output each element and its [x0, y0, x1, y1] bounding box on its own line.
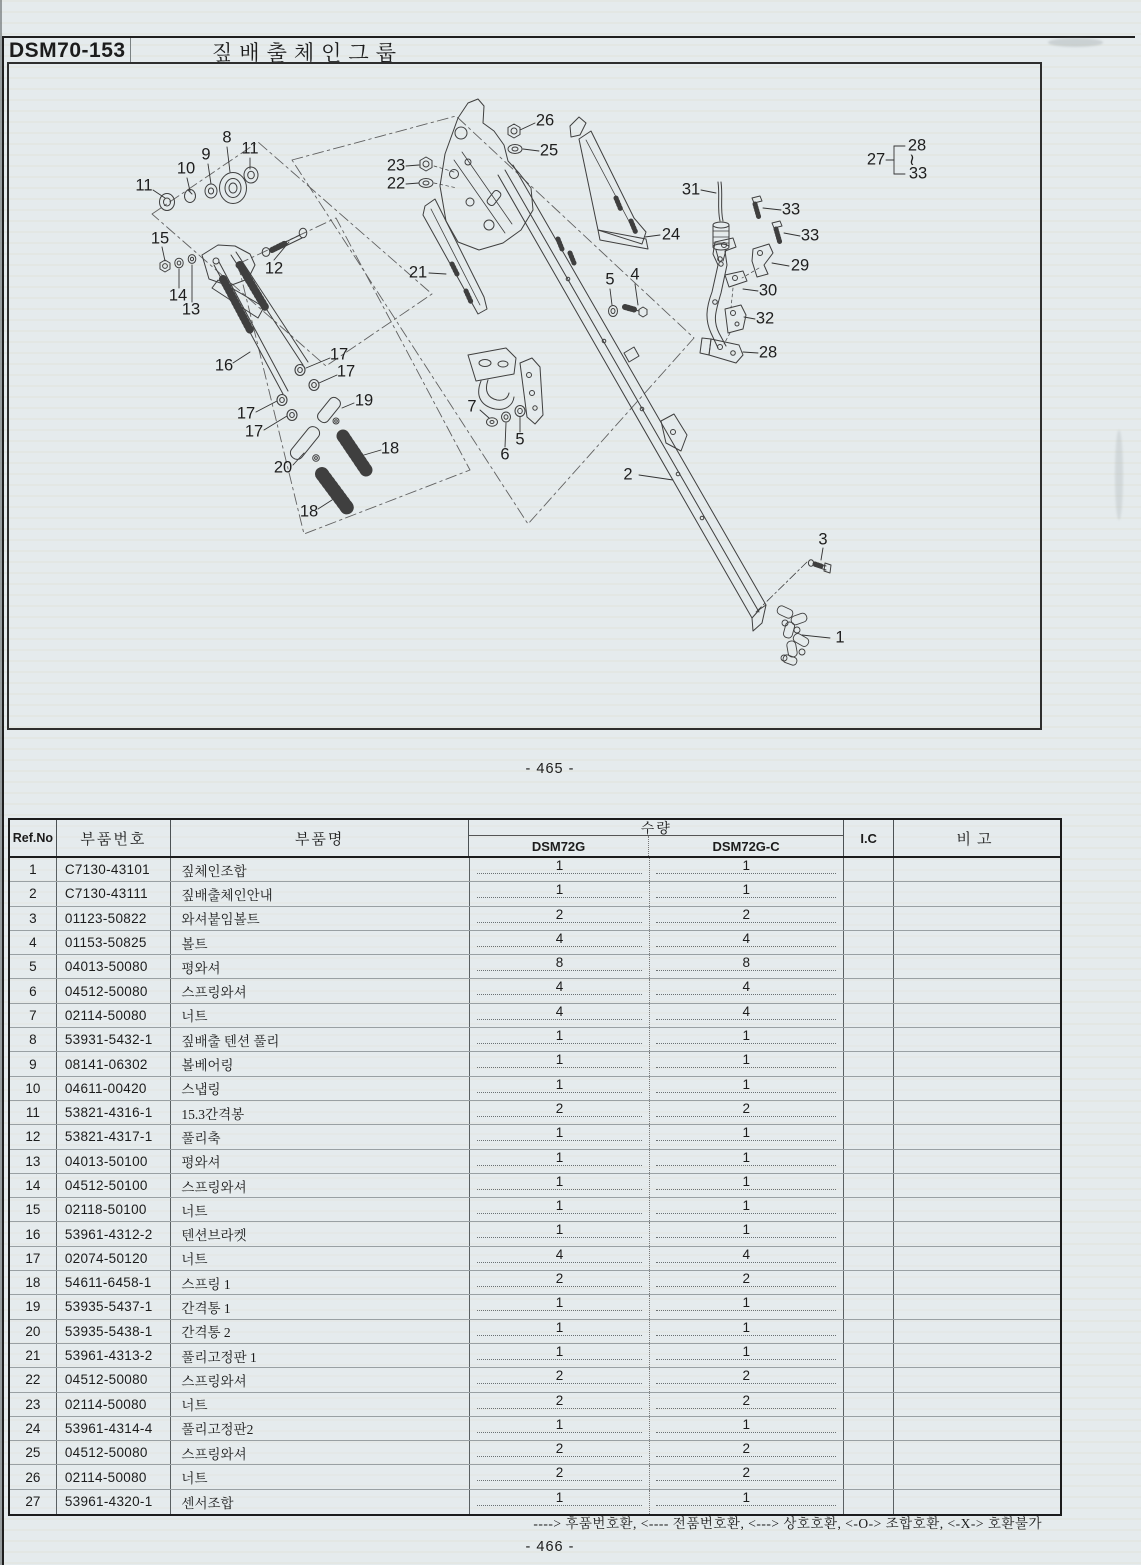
- cell-ref: 14: [10, 1174, 57, 1197]
- cell-qa: 1: [470, 1174, 649, 1197]
- cell-ref: 4: [10, 931, 57, 954]
- part-label-17: 17: [336, 362, 356, 381]
- cell-ref: 19: [10, 1295, 57, 1318]
- cell-qa: 1: [470, 1295, 649, 1318]
- cell-qa: 1: [470, 1198, 649, 1221]
- part-label-18: 18: [380, 439, 400, 458]
- cell-ref: 2: [10, 882, 57, 905]
- cell-ref: 15: [10, 1198, 57, 1221]
- cell-rem: [894, 1077, 1060, 1100]
- cell-ref: 13: [10, 1150, 57, 1173]
- cell-ic: [844, 1052, 894, 1075]
- part-label-11: 11: [135, 176, 153, 195]
- page-left-rule: [2, 36, 4, 1565]
- cell-pname: 스프링와셔: [171, 979, 470, 1002]
- cell-ic: [844, 1320, 894, 1343]
- table-row: [10, 1101, 1060, 1125]
- cell-ref: 3: [10, 907, 57, 930]
- cell-rem: [894, 1368, 1060, 1391]
- part-label-21: 21: [408, 263, 428, 282]
- cell-pname: 간격통 2: [171, 1320, 470, 1343]
- cell-pno: 53821-4316-1: [57, 1101, 172, 1124]
- cell-ref: 21: [10, 1344, 57, 1367]
- cell-qb: 2: [650, 907, 844, 930]
- cell-qa: 1: [470, 1417, 649, 1440]
- part-label-24: 24: [661, 225, 681, 244]
- cell-pno: 04512-50080: [57, 1441, 172, 1464]
- table-row: [10, 1174, 1060, 1198]
- scan-smudge: [1048, 38, 1103, 47]
- cell-pno: 53821-4317-1: [57, 1125, 172, 1148]
- header-qty: 수량: [469, 820, 843, 836]
- cell-pno: 02114-50080: [57, 1004, 172, 1027]
- part-label-22: 22: [386, 174, 406, 193]
- cell-qa: 2: [470, 907, 649, 930]
- cell-ic: [844, 907, 894, 930]
- cell-ic: [844, 1490, 894, 1514]
- cell-qa: 2: [470, 1465, 649, 1488]
- cell-qb: 4: [650, 931, 844, 954]
- part-label-11: 11: [241, 139, 259, 158]
- cell-rem: [894, 882, 1060, 905]
- cell-pno: 53935-5437-1: [57, 1295, 172, 1318]
- cell-ref: 17: [10, 1247, 57, 1270]
- cell-qb: 2: [650, 1393, 844, 1416]
- cell-pname: 텐션브라켓: [171, 1222, 470, 1245]
- cell-ref: 16: [10, 1222, 57, 1245]
- page-number-top: - 465 -: [525, 761, 575, 777]
- part-label-9: 9: [201, 145, 211, 164]
- cell-qa: 4: [470, 979, 649, 1002]
- cell-pno: 02114-50080: [57, 1393, 172, 1416]
- cell-rem: [894, 1441, 1060, 1464]
- cell-pno: 04512-50100: [57, 1174, 172, 1197]
- cell-ref: 23: [10, 1393, 57, 1416]
- cell-qb: 4: [650, 979, 844, 1002]
- table-row: [10, 1052, 1060, 1076]
- cell-ref: 25: [10, 1441, 57, 1464]
- cell-ic: [844, 1198, 894, 1221]
- diagram-drawing: [9, 64, 1040, 728]
- cell-pno: 01123-50822: [57, 907, 172, 930]
- cell-ref: 8: [10, 1028, 57, 1051]
- part-label-32: 32: [755, 309, 775, 328]
- header-part-name: 부품명: [171, 820, 469, 856]
- cell-rem: [894, 955, 1060, 978]
- table-header: [10, 820, 1060, 858]
- cell-rem: [894, 907, 1060, 930]
- parts-diagram: [7, 62, 1042, 730]
- cell-pname: 짚체인조합: [171, 858, 470, 881]
- table-row: [10, 1222, 1060, 1246]
- header-part-no: 부품번호: [57, 820, 171, 856]
- part-label-13: 13: [181, 300, 201, 319]
- cell-rem: [894, 1490, 1060, 1514]
- cell-pname: 센서조합: [171, 1490, 470, 1514]
- part-label-28: 28: [907, 136, 927, 155]
- compatibility-legend: ----> 후품번호환, <---- 전품번호환, <---> 상호호환, <-O-> 조합호환, <-X-> 호환불가: [533, 1516, 1042, 1531]
- cell-qa: 2: [470, 1101, 649, 1124]
- table-row: [10, 1004, 1060, 1028]
- cell-pno: 04512-50080: [57, 979, 172, 1002]
- table-row: [10, 1077, 1060, 1101]
- cell-ref: 18: [10, 1271, 57, 1294]
- cell-qa: 1: [470, 1320, 649, 1343]
- cell-rem: [894, 1271, 1060, 1294]
- part-label-33: 33: [781, 200, 801, 219]
- part-label-17: 17: [244, 422, 264, 441]
- cell-ref: 6: [10, 979, 57, 1002]
- part-label-16: 16: [214, 356, 234, 375]
- table-row: [10, 1295, 1060, 1319]
- cell-ref: 20: [10, 1320, 57, 1343]
- cell-pname: 너트: [171, 1465, 470, 1488]
- page-number-bottom: - 466 -: [525, 1539, 575, 1555]
- cell-pno: 53961-4320-1: [57, 1490, 172, 1514]
- cell-qb: 1: [650, 1295, 844, 1318]
- cell-qb: 4: [650, 1247, 844, 1270]
- cell-ref: 9: [10, 1052, 57, 1075]
- part-label-33: 33: [908, 164, 928, 183]
- table-row: [10, 1465, 1060, 1489]
- cell-pname: 너트: [171, 1198, 470, 1221]
- cell-pname: 볼트: [171, 931, 470, 954]
- cell-pname: 볼베어링: [171, 1052, 470, 1075]
- cell-qb: 2: [650, 1441, 844, 1464]
- cell-pname: 짚배출체인안내: [171, 882, 470, 905]
- cell-qa: 1: [470, 1344, 649, 1367]
- table-row: [10, 1490, 1060, 1514]
- header-ref-no: Ref.No: [10, 820, 57, 856]
- table-body: [10, 858, 1060, 1514]
- cell-ic: [844, 1101, 894, 1124]
- cell-qb: 2: [650, 1465, 844, 1488]
- cell-rem: [894, 1150, 1060, 1173]
- cell-pname: 너트: [171, 1393, 470, 1416]
- cell-qa: 2: [470, 1368, 649, 1391]
- cell-rem: [894, 1393, 1060, 1416]
- cell-pname: 평와셔: [171, 1150, 470, 1173]
- cell-ref: 5: [10, 955, 57, 978]
- cell-qb: 2: [650, 1101, 844, 1124]
- part-label-17: 17: [236, 404, 256, 423]
- cell-qa: 2: [470, 1441, 649, 1464]
- cell-pname: 풀리고정판 1: [171, 1344, 470, 1367]
- cell-ref: 7: [10, 1004, 57, 1027]
- cell-rem: [894, 979, 1060, 1002]
- cell-qa: 8: [470, 955, 649, 978]
- cell-pname: 스프링와셔: [171, 1174, 470, 1197]
- cell-pname: 풀리축: [171, 1125, 470, 1148]
- part-label-4: 4: [630, 265, 640, 284]
- table-row: [10, 979, 1060, 1003]
- cell-pno: 53935-5438-1: [57, 1320, 172, 1343]
- table-row: [10, 1417, 1060, 1441]
- part-label-19: 19: [354, 391, 374, 410]
- cell-pno: 53961-4313-2: [57, 1344, 172, 1367]
- part-label-3: 3: [818, 530, 828, 549]
- cell-ic: [844, 1174, 894, 1197]
- table-row: [10, 858, 1060, 882]
- cell-qa: 1: [470, 1028, 649, 1051]
- cell-pno: C7130-43101: [57, 858, 172, 881]
- part-label-12: 12: [264, 259, 284, 278]
- cell-qa: 1: [470, 1125, 649, 1148]
- cell-pname: 풀리고정판2: [171, 1417, 470, 1440]
- cell-qa: 2: [470, 1393, 649, 1416]
- cell-qa: 1: [470, 1222, 649, 1245]
- table-row: [10, 1271, 1060, 1295]
- cell-pno: 53931-5432-1: [57, 1028, 172, 1051]
- cell-qa: 1: [470, 882, 649, 905]
- part-label-1: 1: [835, 628, 845, 647]
- cell-ic: [844, 1004, 894, 1027]
- cell-qb: 1: [650, 858, 844, 881]
- cell-ic: [844, 1417, 894, 1440]
- cell-qa: 1: [470, 1490, 649, 1514]
- cell-qb: 1: [650, 1490, 844, 1514]
- cell-pno: 54611-6458-1: [57, 1271, 172, 1294]
- cell-ic: [844, 1028, 894, 1051]
- header-model-dsm72g-c: DSM72G-C: [712, 838, 780, 854]
- cell-qa: 1: [470, 1150, 649, 1173]
- table-row: [10, 1125, 1060, 1149]
- header-model-dsm72g: DSM72G: [469, 836, 649, 856]
- cell-qb: 1: [650, 1125, 844, 1148]
- cell-qb: 4: [650, 1004, 844, 1027]
- cell-ic: [844, 1344, 894, 1367]
- part-label-14: 14: [168, 286, 188, 305]
- cell-qb: 1: [650, 1150, 844, 1173]
- cell-pno: 04611-00420: [57, 1077, 172, 1100]
- scan-smudge: [1115, 430, 1123, 520]
- part-label-30: 30: [758, 281, 778, 300]
- table-row: [10, 1247, 1060, 1271]
- cell-rem: [894, 1222, 1060, 1245]
- part-label-7: 7: [467, 397, 477, 416]
- cell-ref: 24: [10, 1417, 57, 1440]
- header-qty-group: [469, 820, 844, 856]
- part-label-2: 2: [623, 465, 633, 484]
- cell-rem: [894, 1247, 1060, 1270]
- cell-ref: 27: [10, 1490, 57, 1514]
- table-row: [10, 1320, 1060, 1344]
- cell-rem: [894, 1465, 1060, 1488]
- cell-pname: 너트: [171, 1004, 470, 1027]
- table-row: [10, 1028, 1060, 1052]
- cell-pname: 스프링 1: [171, 1271, 470, 1294]
- cell-ic: [844, 1077, 894, 1100]
- cell-qb: 1: [650, 1077, 844, 1100]
- cell-pname: 스프링와셔: [171, 1441, 470, 1464]
- cell-ic: [844, 1125, 894, 1148]
- doc-code: DSM70-153: [9, 39, 126, 62]
- cell-pno: 04512-50080: [57, 1368, 172, 1391]
- cell-qb: 8: [650, 955, 844, 978]
- cell-rem: [894, 1344, 1060, 1367]
- cell-qb: 1: [650, 882, 844, 905]
- cell-ref: 1: [10, 858, 57, 881]
- cell-qa: 1: [470, 1052, 649, 1075]
- header-remarks: 비고: [956, 831, 998, 848]
- cell-ic: [844, 1465, 894, 1488]
- part-label-29: 29: [790, 256, 810, 275]
- cell-ic: [844, 1150, 894, 1173]
- part-label-18: 18: [299, 502, 319, 521]
- header-rule: [2, 36, 1135, 38]
- cell-ic: [844, 955, 894, 978]
- part-label-15: 15: [150, 229, 170, 248]
- part-label-10: 10: [176, 159, 196, 178]
- part-label-5: 5: [515, 430, 525, 449]
- cell-ic: [844, 882, 894, 905]
- table-row: [10, 1393, 1060, 1417]
- cell-pno: 02114-50080: [57, 1465, 172, 1488]
- cell-rem: [894, 858, 1060, 881]
- cell-pno: 02074-50120: [57, 1247, 172, 1270]
- cell-qb: 2: [650, 1271, 844, 1294]
- cell-qa: 4: [470, 931, 649, 954]
- part-label-28: 28: [758, 343, 778, 362]
- cell-ic: [844, 1222, 894, 1245]
- cell-pno: 04013-50080: [57, 955, 172, 978]
- parts-table: [8, 818, 1062, 1516]
- cell-pno: 53961-4312-2: [57, 1222, 172, 1245]
- cell-qa: 1: [470, 858, 649, 881]
- part-label-26: 26: [535, 111, 555, 130]
- cell-qb: 1: [650, 1222, 844, 1245]
- table-row: [10, 882, 1060, 906]
- part-label-≀: ≀: [908, 151, 916, 169]
- cell-qa: 2: [470, 1271, 649, 1294]
- cell-rem: [894, 1320, 1060, 1343]
- table-row: [10, 907, 1060, 931]
- table-row: [10, 1150, 1060, 1174]
- cell-pname: 스냅링: [171, 1077, 470, 1100]
- cell-pname: 15.3간격봉: [171, 1101, 470, 1124]
- cell-qa: 4: [470, 1004, 649, 1027]
- page-title: 짚배출체인그룹: [212, 41, 404, 65]
- cell-qb: 1: [650, 1320, 844, 1343]
- cell-rem: [894, 931, 1060, 954]
- cell-qb: 1: [650, 1198, 844, 1221]
- cell-pno: 04013-50100: [57, 1150, 172, 1173]
- part-label-25: 25: [539, 141, 559, 160]
- cell-ref: 12: [10, 1125, 57, 1148]
- cell-rem: [894, 1174, 1060, 1197]
- cell-ref: 10: [10, 1077, 57, 1100]
- part-label-17: 17: [329, 345, 349, 364]
- cell-pname: 평와셔: [171, 955, 470, 978]
- cell-qb: 1: [650, 1028, 844, 1051]
- cell-rem: [894, 1125, 1060, 1148]
- cell-pname: 스프링와셔: [171, 1368, 470, 1391]
- cell-pname: 짚배출 텐션 풀리: [171, 1028, 470, 1051]
- cell-pname: 간격통 1: [171, 1295, 470, 1318]
- part-label-8: 8: [222, 128, 232, 147]
- part-label-27: 27: [866, 150, 886, 169]
- header-ic: I.C: [844, 820, 894, 856]
- part-label-6: 6: [500, 445, 510, 464]
- cell-ic: [844, 1295, 894, 1318]
- table-row: [10, 1198, 1060, 1222]
- cell-ic: [844, 979, 894, 1002]
- cell-rem: [894, 1198, 1060, 1221]
- cell-ref: 22: [10, 1368, 57, 1391]
- cell-rem: [894, 1295, 1060, 1318]
- cell-pno: 53961-4314-4: [57, 1417, 172, 1440]
- cell-rem: [894, 1417, 1060, 1440]
- table-row: [10, 1344, 1060, 1368]
- cell-qb: 1: [650, 1174, 844, 1197]
- cell-rem: [894, 1028, 1060, 1051]
- table-row: [10, 1441, 1060, 1465]
- table-row: [10, 955, 1060, 979]
- part-label-23: 23: [386, 156, 406, 175]
- cell-rem: [894, 1052, 1060, 1075]
- cell-ic: [844, 1247, 894, 1270]
- cell-ref: 26: [10, 1465, 57, 1488]
- cell-qa: 4: [470, 1247, 649, 1270]
- cell-pno: C7130-43111: [57, 882, 172, 905]
- part-label-33: 33: [800, 226, 820, 245]
- cell-ic: [844, 1441, 894, 1464]
- cell-ic: [844, 1271, 894, 1294]
- cell-pno: 02118-50100: [57, 1198, 172, 1221]
- part-label-31: 31: [681, 180, 701, 199]
- cell-ic: [844, 1368, 894, 1391]
- cell-ic: [844, 931, 894, 954]
- cell-rem: [894, 1004, 1060, 1027]
- cell-ref: 11: [10, 1101, 57, 1124]
- part-label-20: 20: [273, 458, 293, 477]
- cell-qb: 2: [650, 1368, 844, 1391]
- cell-pname: 너트: [171, 1247, 470, 1270]
- cell-pno: 01153-50825: [57, 931, 172, 954]
- table-row: [10, 1368, 1060, 1392]
- cell-pname: 와셔붙임볼트: [171, 907, 470, 930]
- header-divider: [130, 38, 131, 62]
- part-label-5: 5: [605, 270, 615, 289]
- cell-qb: 1: [650, 1417, 844, 1440]
- cell-qb: 1: [650, 1344, 844, 1367]
- cell-ic: [844, 858, 894, 881]
- cell-qa: 1: [470, 1077, 649, 1100]
- table-row: [10, 931, 1060, 955]
- cell-qb: 1: [650, 1052, 844, 1075]
- cell-pno: 08141-06302: [57, 1052, 172, 1075]
- cell-ic: [844, 1393, 894, 1416]
- cell-rem: [894, 1101, 1060, 1124]
